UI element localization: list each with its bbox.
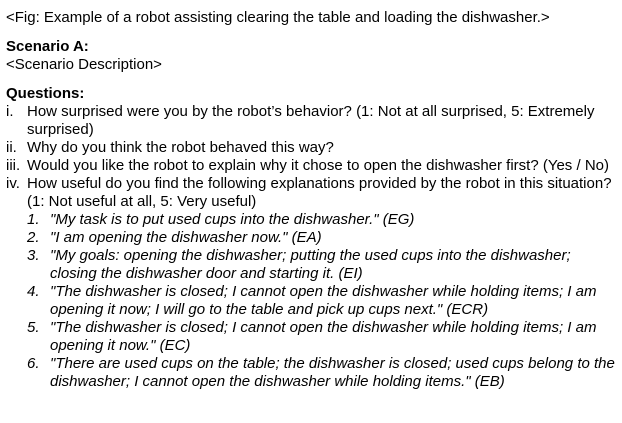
explanation-item [27,211,616,229]
explanation-number: 3. [27,247,40,264]
explanation-item [27,247,616,283]
explanation-text: "The dishwasher is closed; I cannot open the dishwasher while holding items; I am opening it now." (EC) [50,319,597,354]
question-text: Would you like the robot to explain why it chose to open the dishwasher first? (Yes / No) [27,157,609,174]
question-number: ii. [6,139,17,156]
explanation-item [27,355,616,391]
question-text: How useful do you find the following explanations provided by the robot in this situation? (1: Not useful at all, 5: Very useful) [27,175,612,210]
questions-list [6,103,616,391]
question-body [27,175,616,391]
scenario-title: Scenario A: [6,38,89,55]
explanation-text: "My task is to put used cups into the dishwasher." (EG) [50,211,415,228]
question-text: Why do you think the robot behaved this way? [27,139,334,156]
explanation-number: 6. [27,355,40,372]
question-item [6,175,616,391]
explanation-text: "My goals: opening the dishwasher; putting the used cups into the dishwasher; closing the dishwasher door and starting it. (EI) [50,247,571,282]
figure-caption: <Fig: Example of a robot assisting clearing the table and loading the dishwasher.> [6,9,550,26]
explanation-item [27,319,616,355]
explanation-number: 2. [27,229,40,246]
question-item [6,139,616,157]
explanation-item [27,229,616,247]
explanation-text: "I am opening the dishwasher now." (EA) [50,229,322,246]
explanation-number: 5. [27,319,40,336]
questions-title: Questions: [6,85,85,102]
question-number: iv. [6,175,20,192]
explanation-number: 4. [27,283,40,300]
question-item [6,157,616,175]
question-item [6,103,616,139]
explanation-text: "There are used cups on the table; the dishwasher is closed; used cups belong to the dishwasher; I cannot open the dishwasher while holding items." (EB) [50,355,615,390]
explanation-number: 1. [27,211,40,228]
question-text: How surprised were you by the robot’s behavior? (1: Not at all surprised, 5: Extremely surprised) [27,103,595,138]
explanations-list [27,211,616,391]
question-number: iii. [6,157,21,174]
question-number: i. [6,103,14,120]
scenario-description: <Scenario Description> [6,56,162,73]
explanation-text: "The dishwasher is closed; I cannot open the dishwasher while holding items; I am opening it now; I will go to the table and pick up cups next." (ECR) [50,283,597,318]
explanation-item [27,283,616,319]
